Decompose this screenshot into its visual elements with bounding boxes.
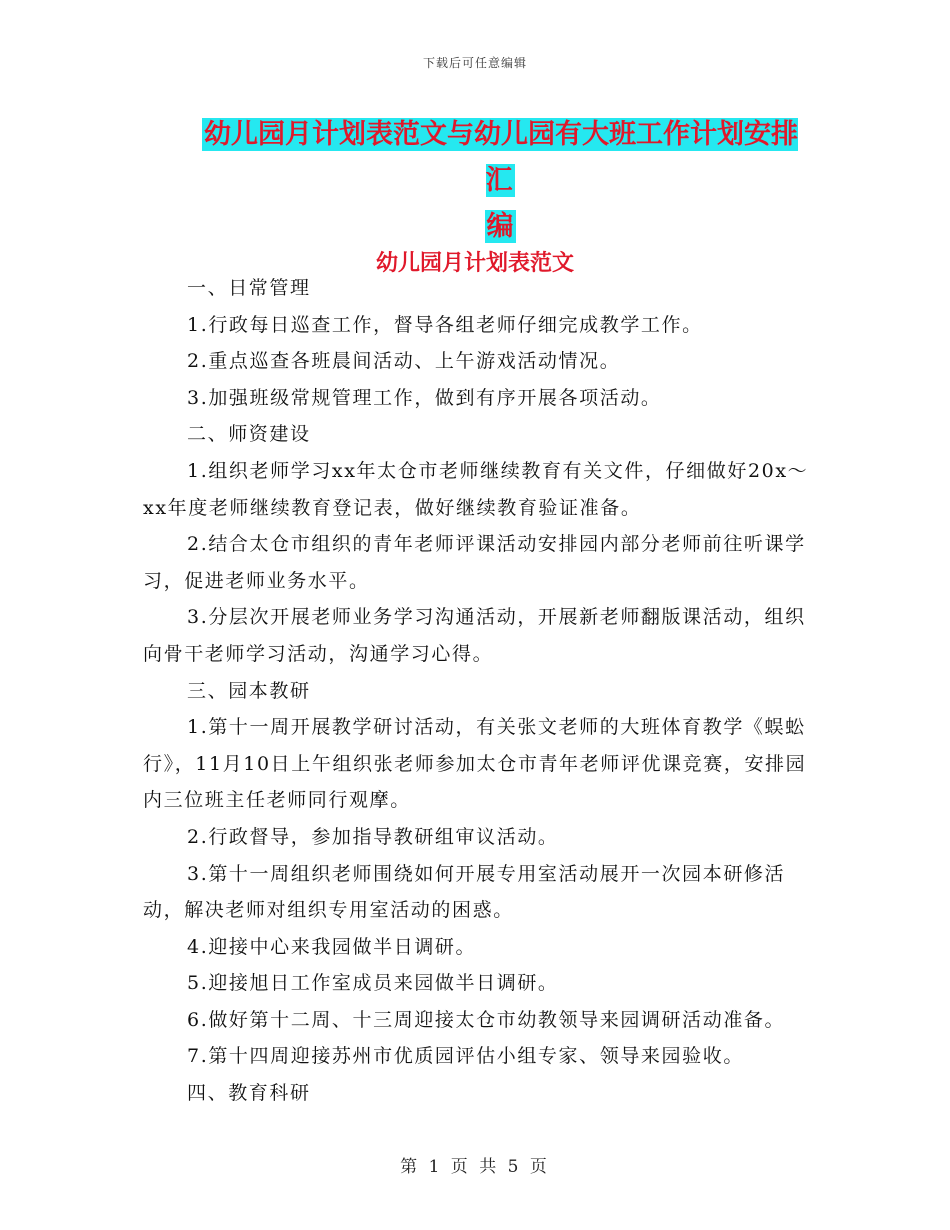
- body-paragraph: 7.第十四周迎接苏州市优质园评估小组专家、领导来园验收。: [187, 1045, 744, 1068]
- document-body: [143, 270, 813, 1112]
- heading-school-research: 三、园本教研: [187, 679, 311, 702]
- body-paragraph: 2.重点巡查各班晨间活动、上午游戏活动情况。: [187, 350, 621, 373]
- body-paragraph: 3.分层次开展老师业务学习沟通活动，开展新老师翻版课活动，组织向骨干老师学习活动，沟通学习心得。: [143, 606, 806, 665]
- page-footer: 第 1 页 共 5 页: [400, 1157, 550, 1177]
- document-title: [190, 112, 810, 250]
- body-paragraph: 1.第十一周开展教学研讨活动，有关张文老师的大班体育教学《蜈蚣行》，11月10日上午组织张老师参加太仓市青年老师评优课竞赛，安排园内三位班主任老师同行观摩。: [143, 716, 807, 812]
- body-paragraph: 5.迎接旭日工作室成员来园做半日调研。: [187, 972, 559, 995]
- body-paragraph: 3.第十一周组织老师围绕如何开展专用室活动展开一次园本研修活动，解决老师对组织专用室活动的困惑。: [143, 862, 786, 922]
- heading-teacher-development: 二、师资建设: [187, 423, 311, 446]
- body-paragraph: 4.迎接中心来我园做半日调研。: [187, 935, 477, 958]
- body-paragraph: 1.组织老师学习xx年太仓市老师继续教育有关文件，仔细做好20x～xx年度老师继续教育登记表，做好继续教育验证准备。: [143, 459, 809, 519]
- body-paragraph: 6.做好第十二周、十三周迎接太仓市幼教领导来园调研活动准备。: [187, 1008, 786, 1031]
- heading-education-research: 四、教育科研: [187, 1082, 311, 1105]
- document-title-line-2: 编: [486, 211, 514, 242]
- body-paragraph: 3.加强班级常规管理工作，做到有序开展各项活动。: [187, 386, 662, 409]
- page-header-note: 下载后可任意编辑: [422, 56, 527, 70]
- section-title: 幼儿园月计划表范文: [375, 251, 574, 276]
- body-paragraph: 2.结合太仓市组织的青年老师评课活动安排园内部分老师前往听课学习，促进老师业务水平。: [143, 533, 806, 592]
- document-title-line-1: 幼儿园月计划表范文与幼儿园有大班工作计划安排汇: [204, 119, 798, 196]
- body-paragraph: 1.行政每日巡查工作，督导各组老师仔细完成教学工作。: [187, 313, 703, 336]
- heading-daily-management: 一、日常管理: [187, 277, 311, 299]
- body-paragraph: 2.行政督导，参加指导教研组审议活动。: [187, 825, 559, 848]
